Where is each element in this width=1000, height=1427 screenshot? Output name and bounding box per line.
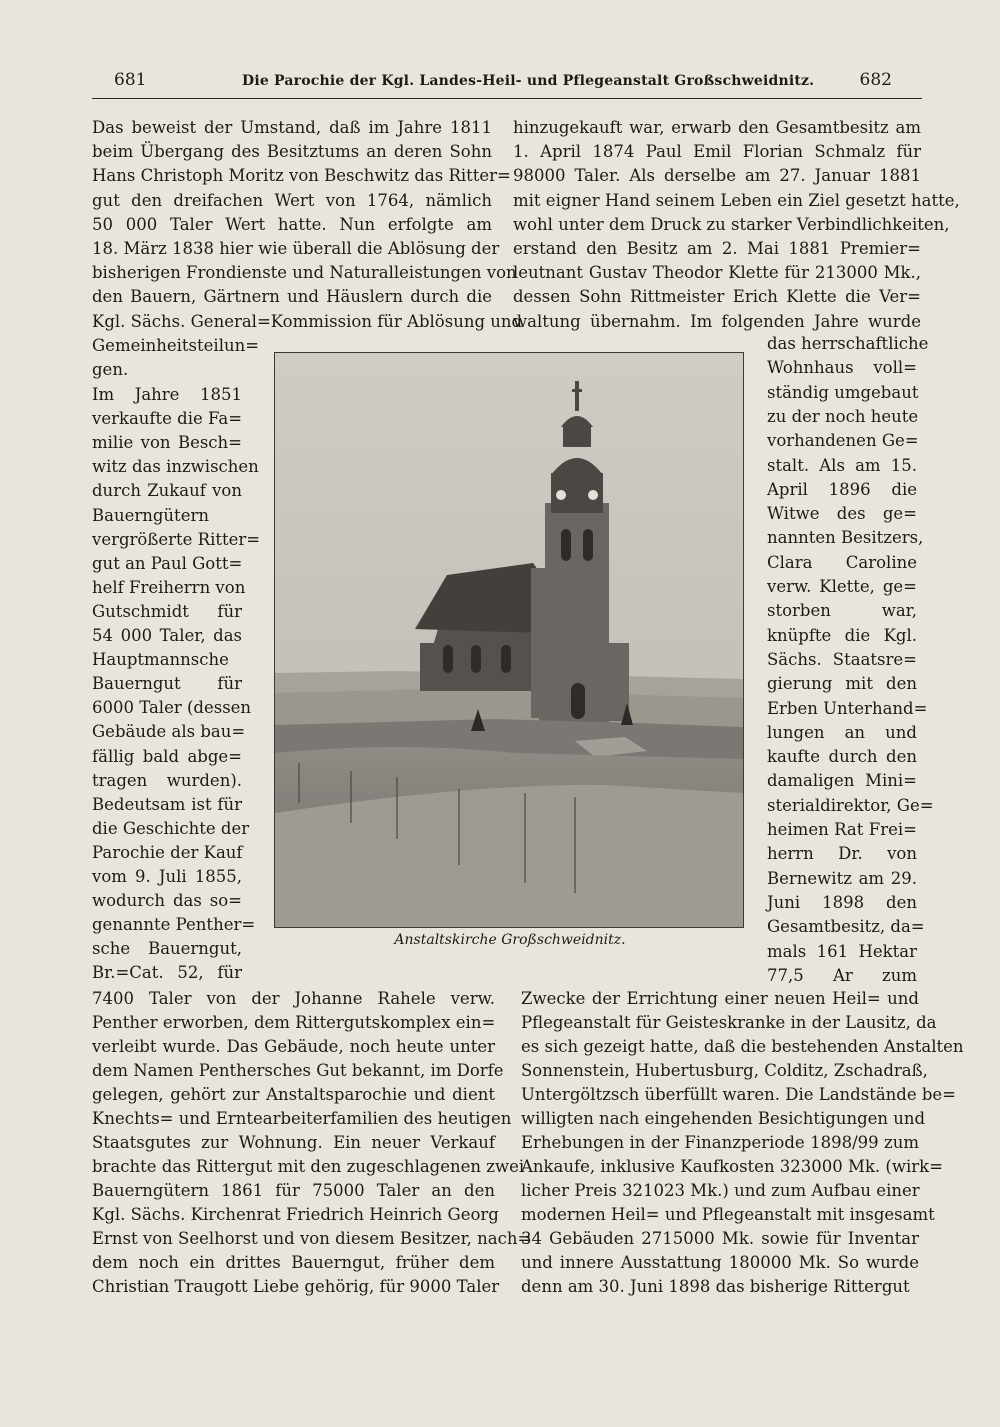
text-line: gelegen, gehört zur Anstaltsparochie und dient [92, 1085, 495, 1104]
text-line: sche Bauerngut, [92, 939, 242, 958]
text-line: vorhandenen Ge= [767, 431, 919, 450]
text-line: Erhebungen in der Finanzperiode 1898/99 zum [521, 1133, 919, 1152]
figure-caption: Anstaltskirche Großschweidnitz. [394, 932, 626, 948]
text-line: Penther erworben, dem Rittergutskomplex ein= [92, 1013, 496, 1032]
text-line: gierung mit den [767, 674, 917, 693]
text-line: willigten nach eingehenden Besichtigungen und [521, 1109, 926, 1128]
text-line: Witwe des ge= [767, 504, 917, 523]
text-line: Erben Unterhand= [767, 699, 928, 718]
text-line: Ankaufe, inklusive Kaufkosten 323000 Mk. (wirk= [521, 1157, 943, 1176]
text-line: Sonnenstein, Hubertusburg, Colditz, Zschadraß, [521, 1061, 928, 1080]
text-line: milie von Besch= [92, 433, 242, 452]
text-line: denn am 30. Juni 1898 das bisherige Rittergut [521, 1277, 910, 1296]
text-line: April 1896 die [767, 480, 917, 499]
text-line: Knechts= und Erntearbeiterfamilien des heutigen [92, 1109, 512, 1128]
text-line: dem Namen Penthersches Gut bekannt, im Dorfe [92, 1061, 504, 1080]
text-line: tragen wurden). [92, 771, 242, 790]
text-line: licher Preis 321023 Mk.) und zum Aufbau einer [521, 1181, 920, 1200]
text-line: Staatsgutes zur Wohnung. Ein neuer Verkauf [92, 1133, 495, 1152]
text-line: damaligen Mini= [767, 771, 917, 790]
text-line: Kgl. Sächs. General=Kommission für Ablösung und [92, 312, 523, 331]
text-line: durch Zukauf von [92, 481, 242, 500]
text-line: mals 161 Hektar [767, 942, 917, 961]
text-line: Wohnhaus voll= [767, 358, 917, 377]
text-line: mit eigner Hand seinem Leben ein Ziel gesetzt hatte, [513, 191, 960, 210]
text-line: Das beweist der Umstand, daß im Jahre 1811 [92, 118, 492, 137]
text-line: herrn Dr. von [767, 844, 917, 863]
text-line: dem noch ein drittes Bauerngut, früher dem [92, 1253, 495, 1272]
text-line: brachte das Rittergut mit den zugeschlagenen zwei [92, 1157, 525, 1176]
text-line: Bauerngütern [92, 506, 209, 525]
text-line: 7400 Taler von der Johanne Rahele verw. [92, 989, 495, 1008]
text-line: Br.=Cat. 52, für [92, 963, 242, 982]
text-line: stalt. Als am 15. [767, 456, 917, 475]
running-title: Die Parochie der Kgl. Landes-Heil- und Pflegeanstalt Großschweidnitz. [242, 73, 815, 89]
text-line: lungen an und [767, 723, 917, 742]
text-line: nannten Besitzers, [767, 528, 924, 547]
running-header [92, 66, 922, 99]
text-line: verw. Klette, ge= [767, 577, 917, 596]
text-line: vom 9. Juli 1855, [92, 867, 242, 886]
text-line: Hauptmannsche [92, 650, 229, 669]
text-line: Gemeinheitsteilun= [92, 336, 260, 355]
text-line: 18. März 1838 hier wie überall die Ablösung der [92, 239, 500, 258]
text-line: 77,5 Ar zum [767, 966, 917, 985]
text-line: Gesamtbesitz, da= [767, 917, 925, 936]
text-line: vergrößerte Ritter= [92, 530, 261, 549]
text-line: verleibt wurde. Das Gebäude, noch heute unter [92, 1037, 495, 1056]
text-line: Hans Christoph Moritz von Beschwitz das Ritter= [92, 166, 511, 185]
text-line: heimen Rat Frei= [767, 820, 917, 839]
page-number-left: 681 [114, 70, 147, 90]
text-line: Pflegeanstalt für Geisteskranke in der Lausitz, da [521, 1013, 937, 1032]
text-line: 1. April 1874 Paul Emil Florian Schmalz für [513, 142, 921, 161]
text-line: hinzugekauft war, erwarb den Gesamtbesitz am [513, 118, 921, 137]
text-line: 6000 Taler (dessen [92, 698, 252, 717]
text-line: leutnant Gustav Theodor Klette für 213000 Mk., [513, 263, 921, 282]
text-line: die Geschichte der [92, 819, 250, 838]
text-line: kaufte durch den [767, 747, 917, 766]
church-photograph [274, 352, 744, 928]
text-line: Untergöltzsch überfüllt waren. Die Landstände be= [521, 1085, 957, 1104]
text-line: 34 Gebäuden 2715000 Mk. sowie für Inventar [521, 1229, 919, 1248]
text-line: Bauerngütern 1861 für 75000 Taler an den [92, 1181, 495, 1200]
text-line: Bernewitz am 29. [767, 869, 917, 888]
text-line: es sich gezeigt hatte, daß die bestehenden Anstalten [521, 1037, 964, 1056]
text-line: das herrschaftliche [767, 334, 929, 353]
text-line: fällig bald abge= [92, 747, 242, 766]
text-line: dessen Sohn Rittmeister Erich Klette die Ver= [513, 287, 921, 306]
text-line: Sächs. Staatsre= [767, 650, 917, 669]
text-line: erstand den Besitz am 2. Mai 1881 Premier= [513, 239, 921, 258]
text-line: Clara Caroline [767, 553, 917, 572]
text-line: Im Jahre 1851 [92, 385, 242, 404]
text-line: den Bauern, Gärtnern und Häuslern durch die [92, 287, 492, 306]
text-line: witz das inzwischen [92, 457, 259, 476]
text-line: wodurch das so= [92, 891, 242, 910]
text-line: und innere Ausstattung 180000 Mk. So wurde [521, 1253, 919, 1272]
text-line: zu der noch heute [767, 407, 919, 426]
text-line: bisherigen Frondienste und Naturalleistungen von [92, 263, 517, 282]
text-line: 54 000 Taler, das [92, 626, 242, 645]
text-line: gen. [92, 360, 129, 379]
text-line: genannte Penther= [92, 915, 256, 934]
text-line: knüpfte die Kgl. [767, 626, 917, 645]
text-line: sterialdirektor, Ge= [767, 796, 934, 815]
text-line: Bauerngut für [92, 674, 242, 693]
text-line: Parochie der Kauf [92, 843, 243, 862]
text-line: helf Freiherrn von [92, 578, 246, 597]
text-line: Gebäude als bau= [92, 722, 246, 741]
text-line: waltung übernahm. Im folgenden Jahre wurde [513, 312, 921, 331]
text-line: ständig umgebaut [767, 383, 919, 402]
text-line: Christian Traugott Liebe gehörig, für 9000 Taler [92, 1277, 500, 1296]
text-line: gut an Paul Gott= [92, 554, 243, 573]
text-line: Ernst von Seelhorst und von diesem Besitzer, nach= [92, 1229, 532, 1248]
text-line: modernen Heil= und Pflegeanstalt mit insgesamt [521, 1205, 935, 1224]
text-line: 50 000 Taler Wert hatte. Nun erfolgte am [92, 215, 492, 234]
text-line: Kgl. Sächs. Kirchenrat Friedrich Heinrich Georg [92, 1205, 499, 1224]
text-line: Zwecke der Errichtung einer neuen Heil= und [521, 989, 919, 1008]
text-line: Juni 1898 den [767, 893, 917, 912]
text-line: Bedeutsam ist für [92, 795, 242, 814]
text-line: verkaufte die Fa= [92, 409, 243, 428]
page-number-right: 682 [859, 70, 892, 90]
text-line: Gutschmidt für [92, 602, 242, 621]
text-line: 98000 Taler. Als derselbe am 27. Januar 1881 [513, 166, 921, 185]
text-line: wohl unter dem Druck zu starker Verbindlichkeiten, [513, 215, 950, 234]
text-line: beim Übergang des Besitztums an deren Sohn [92, 142, 492, 161]
text-line: gut den dreifachen Wert von 1764, nämlich [92, 191, 492, 210]
text-line: storben war, [767, 601, 917, 620]
